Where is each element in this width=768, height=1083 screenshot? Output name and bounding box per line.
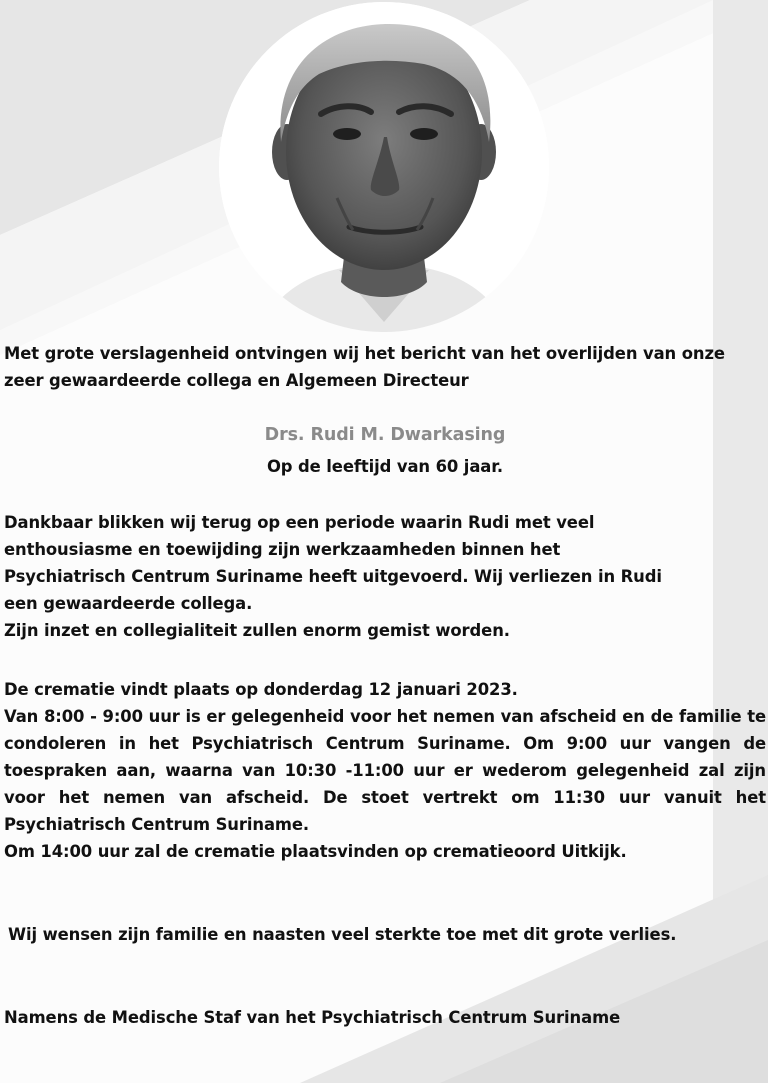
portrait-illustration	[219, 2, 549, 332]
portrait-photo	[219, 2, 549, 332]
intro-text: Met grote verslagenheid ontvingen wij het bericht van het overlijden van onze zeer gewaardeerde collega en Algemeen Directeur	[4, 344, 725, 390]
tribute-line: een gewaardeerde collega.	[4, 594, 253, 613]
condolence-wish: Wij wensen zijn familie en naasten veel sterkte toe met dit grote verlies.	[8, 925, 677, 944]
tribute-line: Dankbaar blikken wij terug op een periode waarin Rudi met veel	[4, 513, 595, 532]
age-line: Op de leeftijd van 60 jaar.	[266, 457, 504, 476]
signature: Namens de Medische Staf van het Psychiatrisch Centrum Suriname	[4, 1008, 621, 1027]
tribute-line: enthousiasme en toewijding zijn werkzaamheden binnen het	[4, 540, 561, 559]
cremation-date: De crematie vindt plaats op donderdag 12 januari 2023.	[4, 680, 518, 699]
cremation-time: Om 14:00 uur zal de crematie plaatsvinden op crematieoord Uitkijk.	[4, 842, 627, 861]
deceased-name: Drs. Rudi M. Dwarkasing	[264, 425, 506, 445]
tribute-line: Psychiatrisch Centrum Suriname heeft uitgevoerd. Wij verliezen in Rudi	[4, 567, 662, 586]
schedule-paragraph: Van 8:00 - 9:00 uur is er gelegenheid voor het nemen van afscheid en de familie te condoleren in het Psychiatrisch Centrum Suriname. Om 9:00 uur vangen de toespraken aan, waarna van 10:30 -11:00 uur er wederom gelegenheid zal zijn voor het nemen van afscheid. De stoet vertrekt om 11:30 uur vanuit het Psychiatrisch Centrum Suriname.	[4, 707, 766, 834]
tribute-line: Zijn inzet en collegialiteit zullen enorm gemist worden.	[4, 621, 510, 640]
tribute-paragraph	[4, 509, 766, 644]
